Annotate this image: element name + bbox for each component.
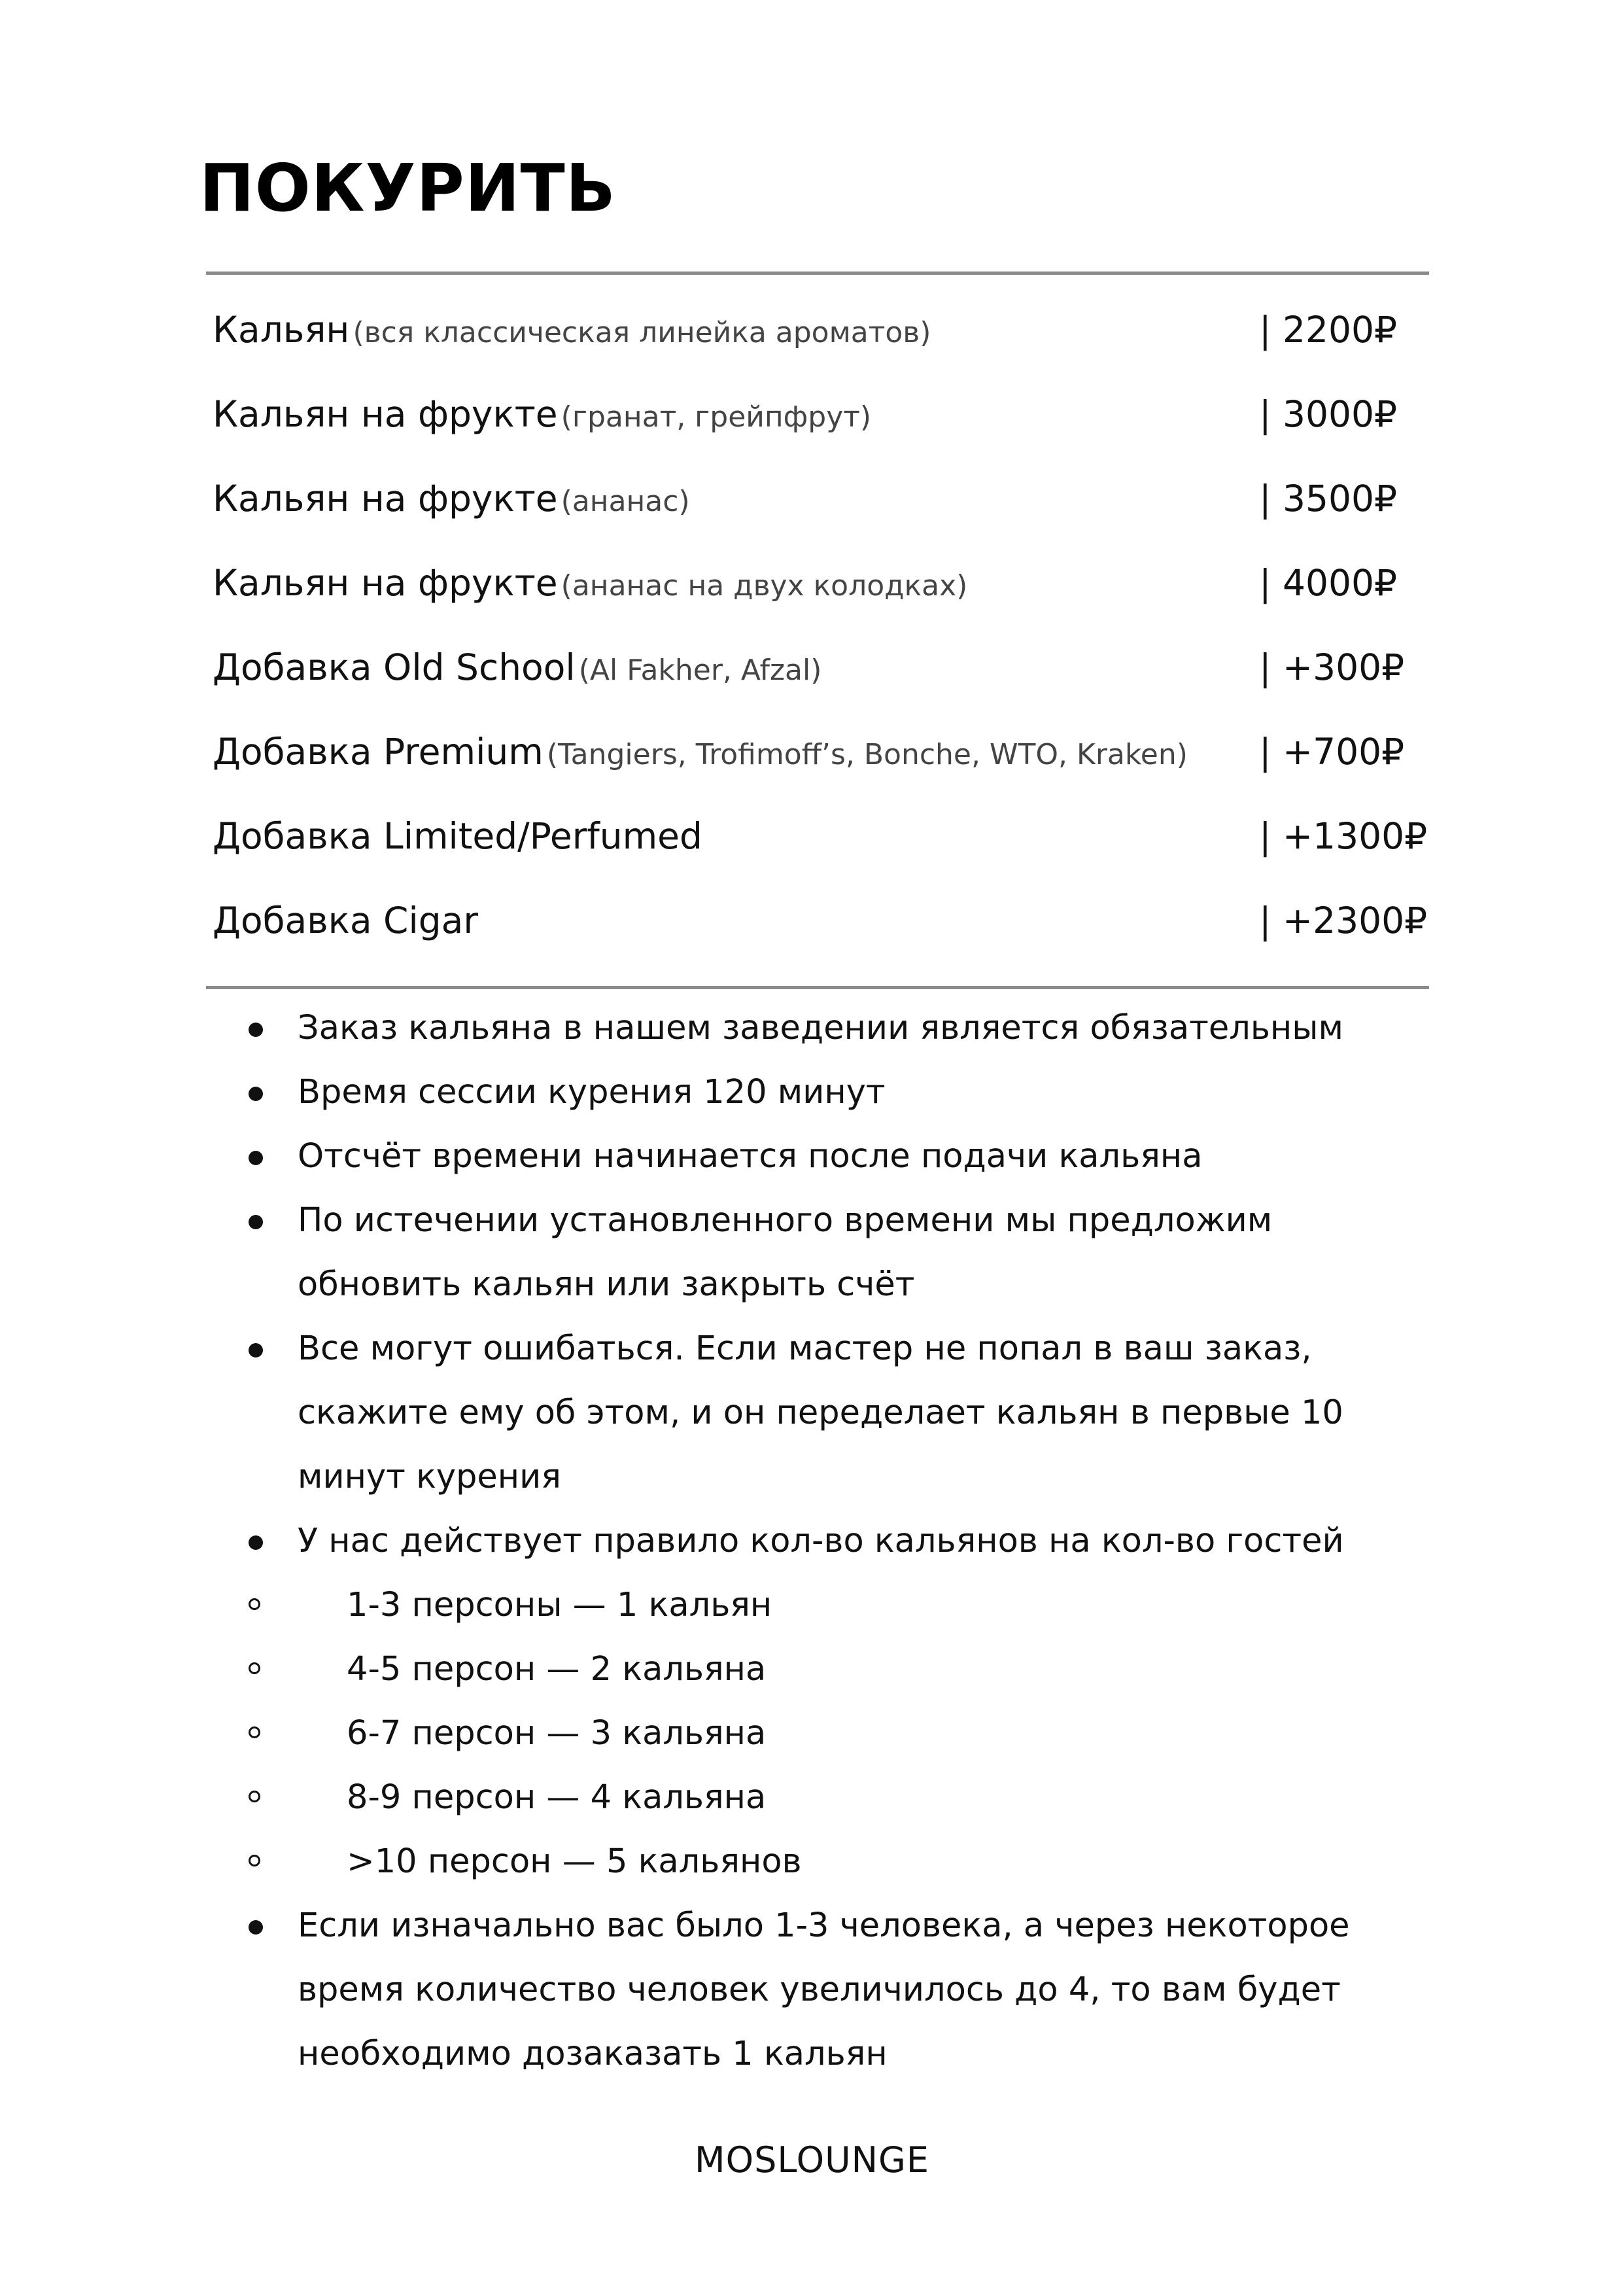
menu-item-price: | 4000₽ [1259,562,1397,604]
menu-item-note: (гранат, грейпфрут) [561,400,872,434]
menu-item-note: (вся классическая линейка ароматов) [353,316,931,349]
menu-item-price: | 2200₽ [1259,309,1397,351]
rule-text: У нас действует правило кол-во кальянов на кол-во гостей [298,1522,1344,1560]
rule-item [249,1189,1439,1317]
bullet-icon [249,1087,263,1101]
rule-item [249,1125,1439,1189]
rule-text: Отсчёт времени начинается после подачи кальяна [298,1137,1203,1176]
menu-item-name: Добавка Old School [213,646,576,688]
menu-item-note: (ананас) [561,485,690,518]
sub-rule-text: 6-7 персон — 3 кальяна [347,1714,767,1753]
circle-bullet-icon [249,1662,260,1674]
menu-item [213,710,1429,794]
hookah-price-list [213,288,1429,963]
rule-item [249,1317,1439,1509]
bullet-icon [249,1920,263,1935]
circle-bullet-icon [249,1726,260,1738]
sub-rule-text: 1-3 персоны — 1 кальян [347,1586,772,1624]
sub-rule-item [249,1766,1439,1830]
menu-item [213,541,1429,625]
circle-bullet-icon [249,1598,260,1610]
rule-text: Все могут ошибаться. Если мастер не попал в ваш заказ, скажите ему об этом, и он переделает кальян в первые 10 минут курения [298,1329,1343,1496]
sub-rule-item [249,1702,1439,1766]
rule-item [249,1894,1439,2086]
circle-bullet-icon [249,1791,260,1802]
menu-item [213,879,1429,963]
sub-rule-item [249,1573,1439,1638]
menu-item-name: Кальян на фрукте [213,562,558,604]
top-divider [206,272,1429,275]
page-title: ПОКУРИТЬ [199,150,616,226]
bullet-icon [249,1215,263,1229]
guest-ratio-list [298,1573,1439,1894]
menu-item-price: | +1300₽ [1259,815,1428,857]
sub-rule-item [249,1638,1439,1702]
menu-item [213,457,1429,541]
menu-item [213,372,1429,457]
rule-text: По истечении установленного времени мы предложим обновить кальян или закрыть счёт [298,1201,1273,1304]
bullet-icon [249,1151,263,1165]
rule-item [249,1060,1439,1125]
menu-item-name: Добавка Limited/Perfumed [213,815,702,857]
menu-item-name: Добавка Cigar [213,900,478,941]
bullet-icon [249,1343,263,1358]
menu-item [213,288,1429,372]
rule-text: Если изначально вас было 1-3 человека, а через некоторое время количество человек увеличилось до 4, то вам будет необходимо дозаказать 1 кальян [298,1906,1350,2073]
menu-item-name: Кальян на фрукте [213,393,558,435]
rule-item [249,996,1439,1060]
menu-item-note: (Tangiers, Trofimoff’s, Bonche, WTO, Kraken) [546,738,1188,771]
menu-item-price: | 3500₽ [1259,478,1397,519]
menu-item-price: | +2300₽ [1259,900,1428,941]
sub-rule-text: 8-9 персон — 4 кальяна [347,1778,767,1817]
bottom-divider [206,986,1429,989]
menu-item-note: (ананас на двух колодках) [561,569,968,603]
footer-brand: MOSLOUNGE [695,2139,929,2181]
circle-bullet-icon [249,1855,260,1866]
rule-text: Заказ кальяна в нашем заведении является обязательным [298,1009,1343,1047]
bullet-icon [249,1023,263,1037]
house-rules-list [249,996,1439,2086]
sub-rule-text: 4-5 персон — 2 кальяна [347,1650,767,1689]
menu-item-price: | +700₽ [1259,731,1405,773]
menu-item-price: | 3000₽ [1259,393,1397,435]
sub-rule-item [249,1830,1439,1894]
menu-item-price: | +300₽ [1259,646,1405,688]
rule-item [249,1509,1439,1894]
menu-item-name: Добавка Premium [213,731,544,773]
menu-item [213,625,1429,710]
menu-item-name: Кальян [213,309,350,351]
bullet-icon [249,1535,263,1550]
rule-text: Время сессии курения 120 минут [298,1073,886,1112]
menu-item [213,794,1429,879]
menu-item-name: Кальян на фрукте [213,478,558,519]
sub-rule-text: >10 персон — 5 кальянов [347,1842,802,1881]
menu-item-note: (Al Fakher, Afzal) [578,654,822,687]
